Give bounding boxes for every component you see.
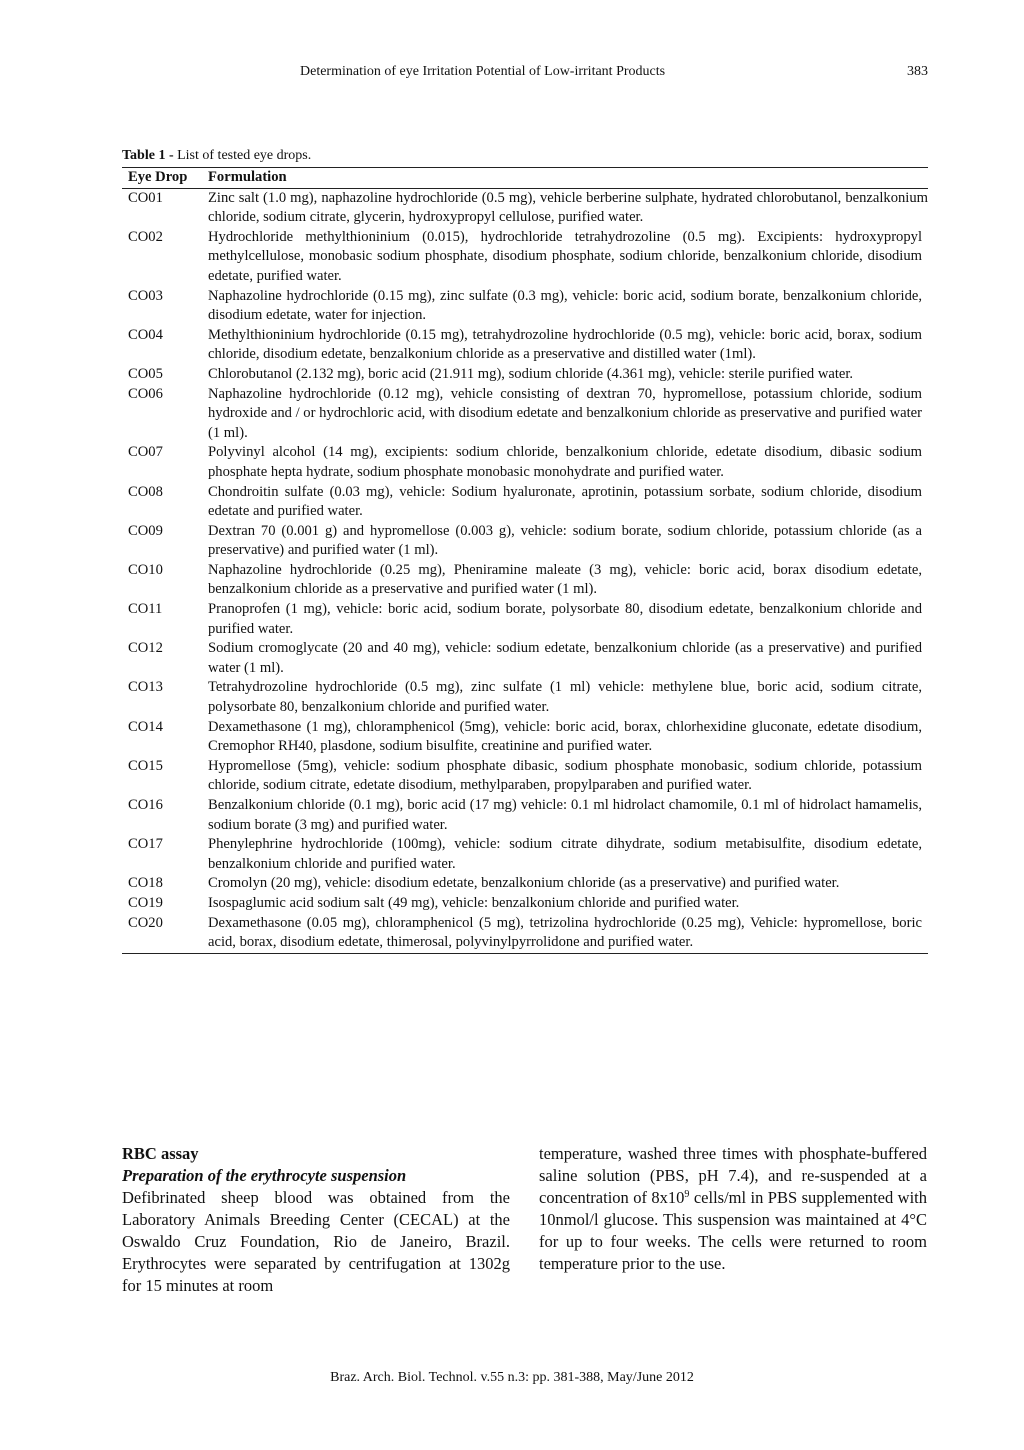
eye-drop-code: CO03 — [128, 287, 163, 304]
formulation-cell: Dexamethasone (0.05 mg), chloramphenicol (5 mg), tetrizolina hydrochloride (0.25 mg), Vehicle: hypromellose, boric acid, borax, disodium edetate, thimerosal, polyvinylpyrrolidone and purified water. — [208, 914, 922, 951]
table-body — [122, 188, 928, 953]
formulation-cell: Pranoprofen (1 mg), vehicle: boric acid, sodium borate, polysorbate 80, disodium edetate, benzalkonium chloride and purified water. — [208, 601, 922, 637]
table-row — [122, 718, 928, 757]
right-text-part-1: temperature, washed three times with phosphate-buffered saline solution (PBS, pH 7.4), and re-suspended at a concentration of 8x10 — [539, 1144, 927, 1207]
eye-drops-table — [122, 167, 928, 954]
formulation-cell: Isospaglumic acid sodium salt (49 mg), vehicle: benzalkonium chloride and purified water. — [208, 894, 740, 911]
formulation-cell: Chondroitin sulfate (0.03 mg), vehicle: Sodium hyaluronate, aprotinin, potassium sorbate, sodium chloride, disodium edetate and purified water. — [208, 483, 922, 520]
right-text-part-2: cells/ml in PBS supplemented with 10nmol/l glucose. This suspension was maintained at 4°C for up to four weeks. The cells were returned to room temperature prior to the use. — [539, 1188, 927, 1273]
right-paragraph — [539, 1143, 927, 1275]
formulation-cell: Polyvinyl alcohol (14 mg), excipients: sodium chloride, benzalkonium chloride, edetate disodium, dibasic sodium phosphate hepta hydrate, sodium phosphate monobasic monohydrate and purified water. — [208, 444, 922, 480]
page-number: 383 — [907, 64, 928, 79]
formulation-cell: Hypromellose (5mg), vehicle: sodium phosphate dibasic, sodium phosphate monobasic, sodium chloride, potassium chloride, sodium citrate, edetate disodium, methylparaben, propylparaben and purified water. — [208, 757, 922, 794]
eye-drop-code: CO19 — [128, 894, 163, 911]
column-header-formulation: Formulation — [208, 169, 287, 185]
eye-drop-code: CO14 — [128, 718, 163, 735]
running-title: Determination of eye Irritation Potential of Low-irritant Products — [300, 64, 666, 79]
table-row — [122, 228, 928, 287]
eye-drop-code: CO09 — [128, 522, 163, 539]
formulation-cell: Zinc salt (1.0 mg), naphazoline hydrochloride (0.5 mg), vehicle berberine sulphate, hydrated chlorobutanol, benzalkonium chloride, sodium citrate, glycerin, hydroxypropyl cellulose, purified water. — [208, 189, 928, 226]
table-row — [122, 561, 928, 600]
left-paragraph: Defibrinated sheep blood was obtained from the Laboratory Animals Breeding Center (CECAL) at the Oswaldo Cruz Foundation, Rio de Janeiro, Brazil. Erythrocytes were separated by centrifugation at 1302g for 15 minutes at room — [122, 1188, 510, 1295]
table-row — [122, 835, 928, 874]
eye-drop-code: CO15 — [128, 757, 163, 774]
eye-drop-code: CO06 — [128, 385, 163, 402]
table-caption-label: Table 1 - — [122, 148, 174, 163]
eye-drop-code: CO08 — [128, 483, 163, 500]
formulation-cell: Tetrahydrozoline hydrochloride (0.5 mg), zinc sulfate (1 ml) vehicle: methylene blue, boric acid, sodium citrate, polysorbate 80, benzalkonium chloride and purified water. — [208, 679, 922, 716]
eye-drop-code: CO16 — [128, 797, 163, 813]
table-row — [122, 600, 928, 639]
formulation-cell: Naphazoline hydrochloride (0.15 mg), zinc sulfate (0.3 mg), vehicle: boric acid, sodium borate, benzalkonium chloride, disodium edetate, water for injection. — [208, 287, 922, 324]
eye-drop-code: CO11 — [128, 601, 163, 618]
formulation-cell: Chlorobutanol (2.132 mg), boric acid (21.911 mg), sodium chloride (4.361 mg), vehicle: sterile purified water. — [208, 365, 854, 382]
table-row — [122, 522, 928, 561]
table-row — [122, 894, 928, 914]
eye-drop-code: CO01 — [128, 189, 163, 206]
eye-drop-code: CO05 — [128, 365, 163, 382]
eye-drop-code: CO17 — [128, 836, 163, 853]
table-header-row — [122, 168, 928, 189]
table-row — [122, 678, 928, 717]
eye-drop-code: CO18 — [128, 875, 163, 892]
left-column — [122, 1143, 510, 1297]
formulation-cell: Cromolyn (20 mg), vehicle: disodium edetate, benzalkonium chloride (as a preservative) and purified water. — [208, 875, 840, 892]
column-header-eye-drop: Eye Drop — [128, 169, 188, 185]
table-caption — [122, 146, 928, 166]
exponent: 9 — [684, 1189, 690, 1200]
table-row — [122, 483, 928, 522]
table-row — [122, 385, 928, 444]
table-1 — [122, 146, 928, 954]
formulation-cell: Naphazoline hydrochloride (0.12 mg), vehicle consisting of dextran 70, hypromellose, potassium chloride, sodium hydroxide and / or hydrochloric acid, with disodium edetate and benzalkonium chloride as preservative and purified water (1 ml). — [208, 385, 922, 441]
subsection-heading: Preparation of the erythrocyte suspension — [122, 1166, 407, 1185]
eye-drop-code: CO04 — [128, 326, 163, 343]
formulation-cell: Phenylephrine hydrochloride (100mg), vehicle: sodium citrate dihydrate, sodium metabisulfite, disodium edetate, benzalkonium chloride and purified water. — [208, 836, 922, 872]
formulation-cell: Dextran 70 (0.001 g) and hypromellose (0.003 g), vehicle: sodium borate, sodium chloride, potassium chloride (as a preservative) and purified water (1 ml). — [208, 522, 922, 559]
table-row — [122, 188, 928, 228]
formulation-cell: Hydrochloride methylthioninium (0.015), hydrochloride tetrahydrozoline (0.5 mg). Excipients: hydroxypropyl methylcellulose, monobasic sodium phosphate, disodium phosphate, sodium chloride, benzalkonium chloride, disodium edetate, purified water. — [208, 228, 922, 284]
table-row — [122, 914, 928, 954]
table-row — [122, 639, 928, 678]
formulation-cell: Sodium cromoglycate (20 and 40 mg), vehicle: sodium edetate, benzalkonium chloride (as a preservative) and purified water (1 ml). — [208, 640, 922, 676]
eye-drop-code: CO07 — [128, 444, 163, 461]
formulation-cell: Benzalkonium chloride (0.1 mg), boric acid (17 mg) vehicle: 0.1 ml hidrolact chamomile, 0.1 ml of hidrolact hamamelis, sodium borate (3 mg) and purified water. — [208, 797, 922, 833]
table-row — [122, 874, 928, 894]
right-column — [539, 1143, 927, 1275]
formulation-cell: Naphazoline hydrochloride (0.25 mg), Pheniramine maleate (3 mg), vehicle: boric acid, borax disodium edetate, benzalkonium chloride as a preservative and purified water (1 ml). — [208, 561, 922, 598]
eye-drop-code: CO02 — [128, 228, 163, 245]
table-row — [122, 757, 928, 796]
table-row — [122, 326, 928, 365]
table-row — [122, 796, 928, 835]
section-heading: RBC assay — [122, 1144, 199, 1163]
formulation-cell: Dexamethasone (1 mg), chloramphenicol (5mg), vehicle: boric acid, borax, chlorhexidine gluconate, edetate disodium, Cremophor RH40, plasdone, sodium bisulfite, creatinine and purified water. — [208, 718, 922, 755]
eye-drop-code: CO20 — [128, 914, 163, 931]
table-row — [122, 365, 928, 385]
eye-drop-code: CO13 — [128, 679, 163, 696]
table-row — [122, 443, 928, 482]
eye-drop-code: CO12 — [128, 640, 163, 657]
eye-drop-code: CO10 — [128, 561, 163, 578]
table-caption-text: List of tested eye drops. — [173, 148, 312, 163]
formulation-cell: Methylthioninium hydrochloride (0.15 mg), tetrahydrozoline hydrochloride (0.5 mg), vehicle: boric acid, borax, sodium chloride, disodium edetate, benzalkonium chloride as a preservative and distilled water (1ml). — [208, 326, 922, 363]
page-footer: Braz. Arch. Biol. Technol. v.55 n.3: pp. 381-388, May/June 2012 — [330, 1370, 694, 1385]
table-row — [122, 287, 928, 326]
